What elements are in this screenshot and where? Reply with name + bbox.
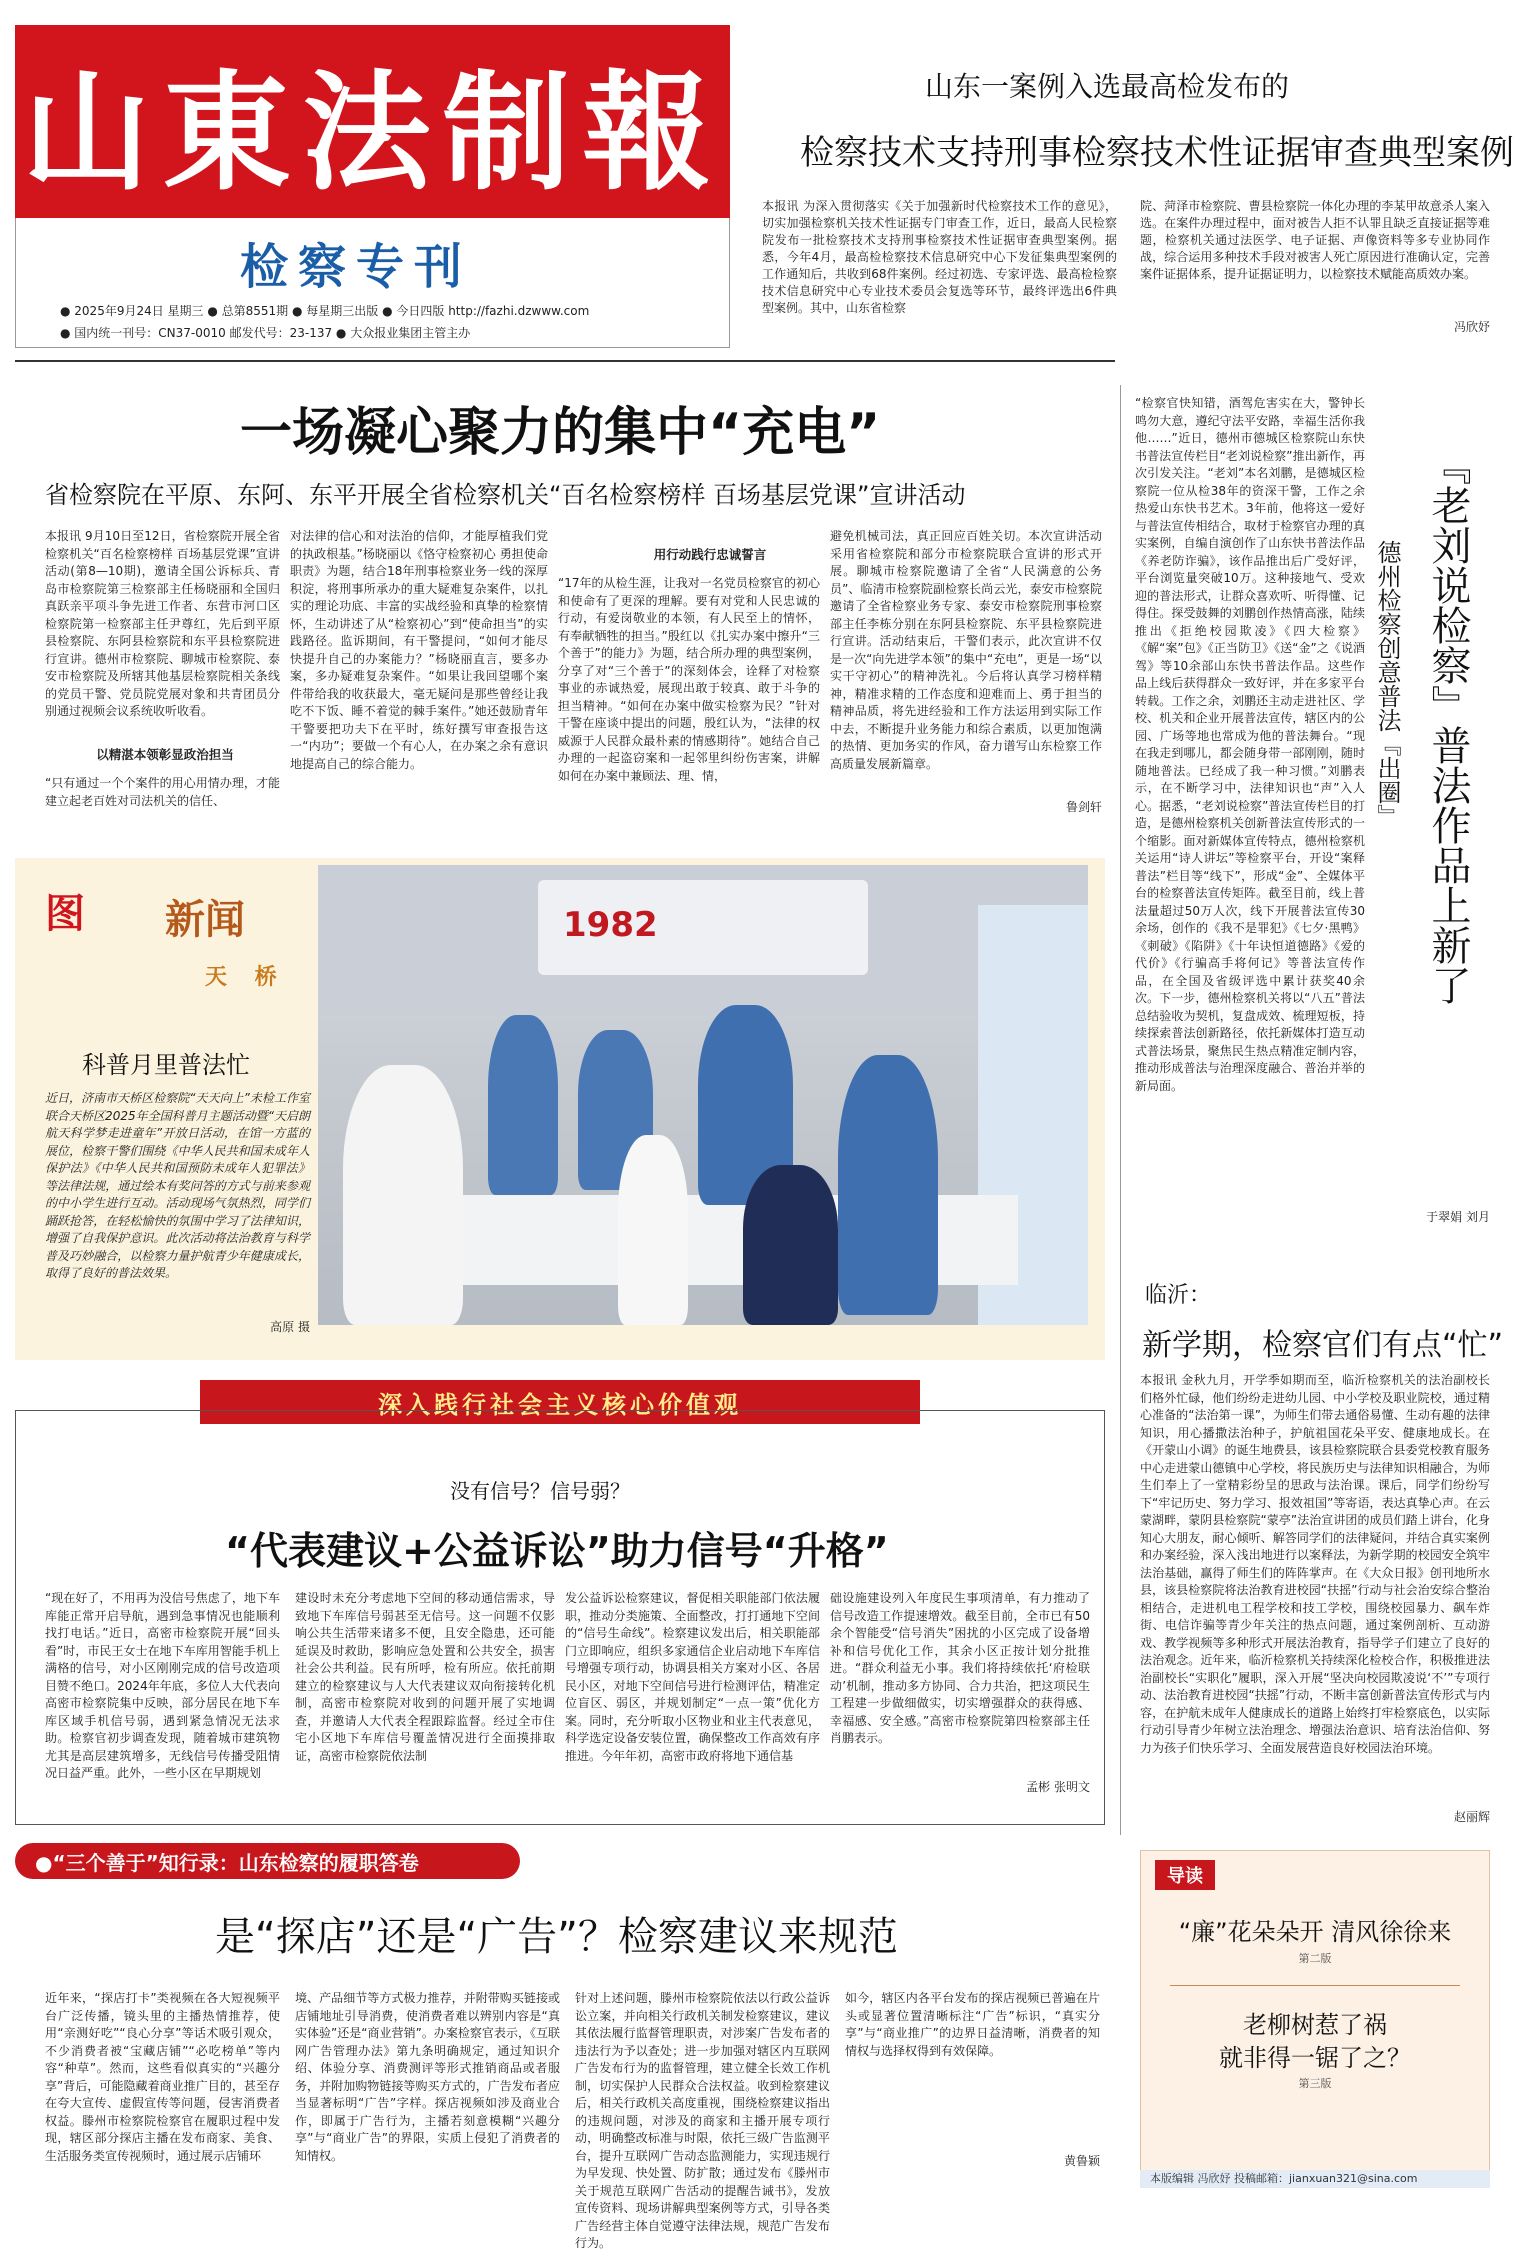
- lead-story-column-2: 对法律的信心和对法治的信仰，才能厚植我们党的执政根基。”杨晓丽以《恪守检察初心 勇担使命职责》为题，结合18年刑事检察业务一线的深厚积淀，将刑事所承办的重大疑难复杂案件，以扎实的理论功底、丰富的实战经验和真挚的检察情怀，生动讲述了从“检察初心”到“使命担当”的实践路径。监诉期间，有干警提问，“如何才能尽快提升自己的办案能力？”杨晓丽直言，要多办案，多办疑难复杂案件。“如果让我回望哪个案件带给我的收获最大，毫无疑问是那些曾经让我吃不下饭、睡不着觉的棘手案件。”她还鼓励青年干警要把功夫下在平时，练好撰写审查报告这一“内功”；要做一个有心人，在办案之余有意识地提高自己的综合能力。: [290, 529, 548, 771]
- lead-story-byline: 鲁剑轩: [1065, 800, 1102, 814]
- top-story-column-2: 院、菏泽市检察院、曹县检察院一体化办理的李某甲故意杀人案入选。在案件办理过程中，面对被告人拒不认罪且缺乏直接证据等难题，检察机关通过法医学、电子证据、声像资料等多专业协同作战，综合运用多种技术手段对被害人死亡原因进行准确认定，完善案件证据体系，提升证据证明力，以检察技术赋能高质效办案。: [1140, 199, 1490, 281]
- core-values-banner: 深入践行社会主义核心价值观: [200, 1380, 920, 1424]
- guide-divider: [1170, 1985, 1460, 1986]
- event-photo: [318, 865, 1088, 1325]
- top-story-column-1: 本报讯 为深入贯彻落实《关于加强新时代检察技术工作的意见》，切实加强检察机关技术性证据专门审查工作，近日，最高人民检察院发布一批检察技术支持刑事检察技术性证据审查典型案例。据悉，今年4月，最高检检察技术信息研究中心下发征集典型案例的工作通知后，共收到68件案例。经过初选、专家评选、最高检检察技术信息研究中心专业技术委员会复选等环节，最终评选出6件典型案例。其中，山东省检察: [762, 199, 1117, 315]
- signal-story-column-2: 建设时未充分考虑地下空间的移动通信需求，导致地下车库信号弱甚至无信号。这一问题不仅影响公共生活带来诸多不便，且安全隐患，还可能延误及时救助，影响应急处置和公共安全，损害社会公共利益。民有所呼，检有所应。依托前期建立的检察建议与人大代表建议双向衔接转化机制，高密市检察院对收到的问题开展了实地调查，并邀请人大代表全程跟踪监督。经过全市住宅小区地下车库信号覆盖情况进行全面摸排取证，高密市检察院依法制: [295, 1591, 555, 1763]
- newspaper-logo: 山東法制報: [15, 25, 730, 218]
- photo-news-byline: 高原 摄: [270, 1320, 310, 1334]
- bottom-story-byline: 黄鲁颖: [1063, 2154, 1100, 2168]
- side-feature-vertical-subtitle: 德州检察创意普法『出圈』: [1373, 540, 1401, 828]
- guide-item-2-title-line-2[interactable]: 就非得一锯了之？: [1219, 2044, 1411, 2072]
- guide-item-2-page: 第三版: [1298, 2077, 1332, 2090]
- photo-news-text: 近日，济南市天桥区检察院“天天向上”未检工作室联合天桥区2025年全国科普月主题活动暨“天启朗航天科学梦走进童年”开放日活动，在馆一方蓝的展位，检察干警们围绕《中华人民共和国未成年人保护法》《中华人民共和国预防未成年人犯罪法》等法律法规，通过绘本有奖问答的方式与前来参观的中小学生进行互动。活动现场气氛热烈，同学们踊跃抢答，在轻松愉快的氛围中学习了法律知识，增强了自我保护意识。此次活动将法治教育与科学普及巧妙融合，以检察力量护航青少年健康成长，取得了良好的普法效果。: [45, 1091, 310, 1280]
- bottom-story-title: 是“探店”还是“广告”？检察建议来规范: [215, 1914, 898, 1960]
- page-footer: 本版编辑 冯欣妤 投稿邮箱：jianxuan321@sina.com: [1140, 2170, 1490, 2188]
- photo-board-text: 1982: [563, 905, 658, 945]
- signal-story-title: “代表建议+公益诉讼”助力信号“升格”: [225, 1529, 889, 1573]
- special-edition-title: 检察专刊: [240, 239, 473, 295]
- masthead-publication-line: ● 国内统一刊号：CN37-0010 邮发代号：23-137 ● 大众报业集团主管主办: [60, 326, 471, 340]
- guide-item-2-title[interactable]: 老柳树惹了祸: [1243, 2011, 1387, 2039]
- side-feature-byline: 于翠娟 刘月: [1426, 1210, 1490, 1224]
- series-label: ●“三个善于”知行录：山东检察的履职答卷: [15, 1843, 520, 1879]
- bottom-story-column-4: 如今，辖区内各平台发布的探店视频已普遍在片头或显著位置清晰标注“广告”标识，“真实分享”与“商业推广”的边界日益清晰，消费者的知情权与选择权得到有效保障。: [845, 1991, 1100, 2058]
- bottom-story-column-3: 针对上述问题，滕州市检察院依法以行政公益诉讼立案，并向相关行政机关制发检察建议，建议其依法履行监督管理职责，对涉案广告发布者的违法行为予以查处；进一步加强对辖区内互联网广告发布行为的监督管理，建立健全长效工作机制，切实保护人民群众合法权益。收到检察建议后，相关行政机关高度重视，围绕检察建议指出的违规问题，对涉及的商家和主播开展专项行动，明确整改标准与时限，依托三级广告监测平台，提升互联网广告动态监测能力，实现违规行为早发现、快处置、防扩散；通过发布《滕州市关于规范互联网广告活动的提醒告诫书》，发放宣传资料、现场讲解典型案例等方式，引导各类广告经营主体自觉遵守法律法规，规范广告发布行为。: [575, 1991, 830, 2250]
- linyi-story-column: 本报讯 金秋九月，开学季如期而至，临沂检察机关的法治副校长们格外忙碌，他们纷纷走进幼儿园、中小学校及职业院校，通过精心准备的“法治第一课”，为师生们带去通俗易懂、生动有趣的法律知识，用心播撒法治种子，护航祖国花朵平安、健康地成长。在《开蒙山小调》的诞生地费县，该县检察院联合县委党校教育服务中心走进蒙山德镇中心学校，将民族历史与法律知识相融合，为师生们奉上了一堂精彩纷呈的思政与法治课。课后，同学们纷纷写下“牢记历史、努力学习、报效祖国”等寄语，表达真挚心声。在云蒙湖畔，蒙阴县检察院“蒙亭”法治宣讲团的成员们踏上讲台，化身知心大朋友，耐心倾听、解答同学们的法律疑问，并结合真实案例和办案经验，深入浅出地进行以案释法，为新学期的校园安全筑牢法治基础，赢得了师生们的阵阵掌声。在《大众日报》创刊地所水县，该县检察院将法治教育进校园“扶摇”行动与社会治安综合整治相结合，走进机电工程学校和技工学校，围绕校园暴力、飙车炸街、电信诈骗等青少年关注的热点问题，通过案例剖析、互动游戏、教学视频等多种形式开展法治教育，指导学子们建立了良好的法治观念。近年来，临沂检察机关持续深化检校合作，积极推进法治副校长“实职化”履职，深入开展“坚决向校园欺凌说‘不’”专项行动、法治教育进校园“扶摇”行动，不断丰富创新普法宣传形式与内容，在护航未成年人健康成长的道路上始终打牢检察底色，以实际行动引导青少年树立法治理念、增强法治意识、培育法治信仰、努力为孩子们快乐学习、全面发展营造良好校园法治环境。: [1140, 1373, 1490, 1755]
- guide-item-1-title[interactable]: “廉”花朵朵开 清风徐徐来: [1178, 1918, 1452, 1946]
- signal-story-byline: 孟彬 张明文: [1026, 1780, 1090, 1794]
- signal-story-column-1: “现在好了，不用再为没信号焦虑了，地下车库能正常开启导航，遇到急事情况也能顺利找打电话。”近日，高密市检察院开展“回头看”时，市民王女士在地下车库用智能手机上满格的信号，对小区刚刚完成的信号改造项目赞不绝口。2024年年底，多位人大代表向高密市检察院集中反映，部分居民在地下车库区域手机信号弱，遇到紧急情况无法求助。检察官初步调查发现，随着城市建筑物尤其是高层建筑增多，无线信号传播受阻情况日益严重。此外，一些小区在早期规划: [45, 1591, 280, 1780]
- top-story-byline: 冯欣妤: [1453, 320, 1490, 334]
- lead-story-subtitle: 省检察院在平原、东阿、东平开展全省检察机关“百名检察榜样 百场基层党课”宣讲活动: [45, 481, 966, 509]
- bottom-story-column-1: 近年来，“探店打卡”类视频在各大短视频平台广泛传播，镜头里的主播热情推荐，使用“亲测好吃”“良心分享”等话术吸引观众，不少消费者被“宝藏店铺”“必吃榜单”等内容“种草”。然而，这些看似真实的“兴趣分享”背后，可能隐藏着商业推广目的，甚至存在夸大宣传、虚假宣传等问题，侵害消费者权益。滕州市检察院检察官在履职过程中发现，辖区部分探店主播在发布商家、美食、生活服务类宣传视频时，通过展示店铺环: [45, 1991, 280, 2163]
- lead-story-column-1-tail: “只有通过一个个案件的用心用情办理，才能建立起老百姓对司法机关的信任、: [45, 776, 280, 808]
- lead-story-column-3: “17年的从检生涯，让我对一名党员检察官的初心和使命有了更深的理解。要有对党和人民忠诚的行动，有爱岗敬业的本领，有人民至上的情怀，有奉献牺牲的担当。”殷红以《扎实办案中擦升“三个善于”的能力》为题，结合所办理的典型案例，分享了对“三个善于”的深刻体会，诠释了对检察事业的赤诚热爱，展现出敢于较真、敢于斗争的担当精神。“如何在办案中做实检察为民？”针对干警在座谈中提出的问题，殷红认为，“法律的权威源于人民群众最朴素的情感期待”。她结合自己办理的一起盗窃案和一起邻里纠纷伤害案，讲解如何在办案中兼顾法、理、情，: [558, 576, 820, 783]
- side-feature-column-bottom: [1135, 830, 1490, 1210]
- lead-story-column-1: 本报讯 9月10日至12日，省检察院开展全省检察机关“百名检察榜样 百场基层党课”宣讲活动(第8—10期)，邀请全国公诉标兵、青岛市检察院第三检察部主任杨晓丽和全国归真跃亲平项斗争先进工作者、东营市河口区检察院第一检察部主任尹尊红，先后到平原县检察院、东阿县检察院和东平县检察院进行宣讲。德州市检察院、聊城市检察院、泰安市检察院及所辖其他基层检察院相关条线的党员干警、党员院党展对象和共青团员分别通过视频会议系统收听收看。: [45, 529, 280, 718]
- photo-news-label-right: 新闻: [165, 897, 245, 943]
- photo-news-title: 科普月里普法忙: [82, 1051, 250, 1079]
- guide-item-1-page: 第二版: [1298, 1952, 1332, 1965]
- linyi-story-kicker: 临沂：: [1145, 1283, 1212, 1308]
- top-story-headline-2: 检察技术支持刑事检察技术性证据审查典型案例: [800, 133, 1514, 173]
- lead-story-title: 一场凝心聚力的集中“充电”: [240, 403, 881, 463]
- lead-story-column-1-subhead: 以精湛本领彰显政治担当: [96, 747, 234, 762]
- side-feature-column-top: “检察官快知错，酒驾危害实在大，警钟长鸣勿大意，遵纪守法平安路，幸福生活你我他……”近日，德州市德城区检察院山东快书普法宣传栏目“老刘说检察”推出新作，再次引发关注。“老刘”本名刘鹏，是德城区检察院一位从检38年的资深干警，工作之余热爱山东快书艺术。3年前，他将这一爱好与普法宣传相结合，取材于检察官办理的真实案例，自编自演创作了山东快书普法作品《养老防诈骗》，该作品推出后广受好评，平台浏览量突破10万。这种接地气、受欢迎的普法形式，让群众喜欢听、听得懂、记得住。探受鼓舞的刘鹏创作热情高涨，陆续推出《拒绝校园欺凌》《四大检察》《解“案”包》《正当防卫》《送“金”之《说酒驾》等10余部山东快书普法作品。这些作品上线后获得群众一致好评，并在多家平台转载。工作之余，刘鹏还主动走进社区、学校、机关和企业开展普法宣传，辖区内的公园、广场等地也常成为他的普法舞台。“现在我走到哪儿，都会随身带一部刚刚，随时随地普法。已经成了我一种习惯。”刘鹏表示，在不断学习中，法律知识也“声”入人心。据悉，“老刘说检察”普法宣传栏目的打造，是德州检察机关创新普法宣传形式的一个缩影。面对新媒体宣传特点，德州检察机关运用“诗人讲坛”等检察平台，开设“案释普法”栏目等“线下”，形成“金”、全媒体平台的检察普法宣传矩阵。截至目前，线上普法量超过50万人次，线下开展普法宣传30余场，创作的《我不是罪犯》《七夕·黑鸭》《刺破》《陷阱》《十年诀恒道德路》《爱的代价》《行骗高手将何记》等普法宣传作品，在全国及省级评选中累计获奖40余次。下一步，德州检察机关将以“八五”普法总结验收为契机，复盘成效、梳理短板，持续探索普法创新路径，依托新媒体打造互动式普法场景，聚焦民生热点精准定制内容，推动形成普法与治理深度融合、普治并举的新局面。: [1135, 396, 1365, 1093]
- top-story-headline-1: 山东一案例入选最高检发布的: [925, 70, 1290, 103]
- column-separator: [1120, 385, 1121, 1835]
- lead-story-column-3-subhead: 用行动践行忠诚誓言: [653, 547, 767, 562]
- side-feature-vertical-title: 『老刘说检察』普法作品上新了: [1425, 445, 1471, 1005]
- lead-story-column-4: 避免机械司法，真正回应百姓关切。本次宣讲活动采用省检察院和部分市检察院联合宣讲的形式开展。聊城市检察院邀请了全省“人民满意的公务员”、临清市检察院副检察长尚云光，泰安市检察院邀请了全省检察业务专家、泰安市检察院刑事检察部主任李栋分别在东阿县检察院、东平县检察院进行宣讲。活动结束后，干警们表示，此次宣讲不仅是一次“向先进学本领”的集中“充电”，更是一场“以实干守初心”的精神洗礼。今后将认真学习榜样精神，精准求精的工作态度和迎难而上、勇于担当的精神品质，将先进经验和工作方法运用到实际工作中去，不断提升业务能力和综合素质，以更加饱满的热情、更加务实的作风，奋力谱写山东检察工作高质量发展新篇章。: [830, 529, 1102, 771]
- photo-news-label-left: 图: [45, 891, 85, 937]
- photo-news-author: 天 桥: [205, 965, 287, 990]
- linyi-story-byline: 赵丽辉: [1453, 1810, 1490, 1824]
- guide-label: 导读: [1155, 1860, 1215, 1890]
- linyi-story-title: 新学期，检察官们有点“忙”: [1142, 1328, 1504, 1363]
- signal-story-column-3: 发公益诉讼检察建议，督促相关职能部门依法履职，推动分类施策、全面整改，打打通地下空间的“信号生命线”。检察建议发出后，相关职能部门立即响应，组织多家通信企业启动地下车库信号增强专项行动，协调县相关方案对小区、各居民小区，对地下空间信号进行检测评估，精准定位盲区、弱区，并规划制定“一点一策”优化方案。同时，充分听取小区物业和业主代表意见，科学选定设备安装位置，确保整改工作高效有序推进。今年年初，高密市政府将地下通信基: [565, 1591, 820, 1763]
- section-divider: [15, 360, 1115, 362]
- bottom-story-column-2: 境、产品细节等方式极力推荐，并附带购买链接或店铺地址引导消费，使消费者难以辨别内容是“真实体验”还是“商业营销”。办案检察官表示，《互联网广告管理办法》第九条明确规定，通过知识介绍、体验分享、消费测评等形式推销商品或者服务，并附加购物链接等购买方式的，广告发布者应当显著标明“广告”字样。探店视频如涉及商业合作，即属于广告行为，主播若刻意模糊“兴趣分享”与“商业广告”的界限，实质上侵犯了消费者的知情权。: [295, 1991, 560, 2163]
- signal-story-kicker: 没有信号？信号弱？: [450, 1479, 630, 1503]
- masthead-date-line: ● 2025年9月24日 星期三 ● 总第8551期 ● 每星期三出版 ● 今日四版 http://fazhi.dzwww.com: [60, 304, 590, 318]
- signal-story-column-4: 础设施建设列入年度民生事项清单，有力推动了信号改造工作提速增效。截至目前，全市已有50余个智能受“信号消失”困扰的小区完成了设备增补和信号优化工作，其余小区正按计划分批推进。“群众利益无小事。我们将持续依托‘府检联动’机制，推动多方协同、合力共治，把这项民生工程建一步做细做实，切实增强群众的获得感、幸福感、安全感。”高密市检察院第四检察部主任肖鹏表示。: [830, 1591, 1090, 1745]
